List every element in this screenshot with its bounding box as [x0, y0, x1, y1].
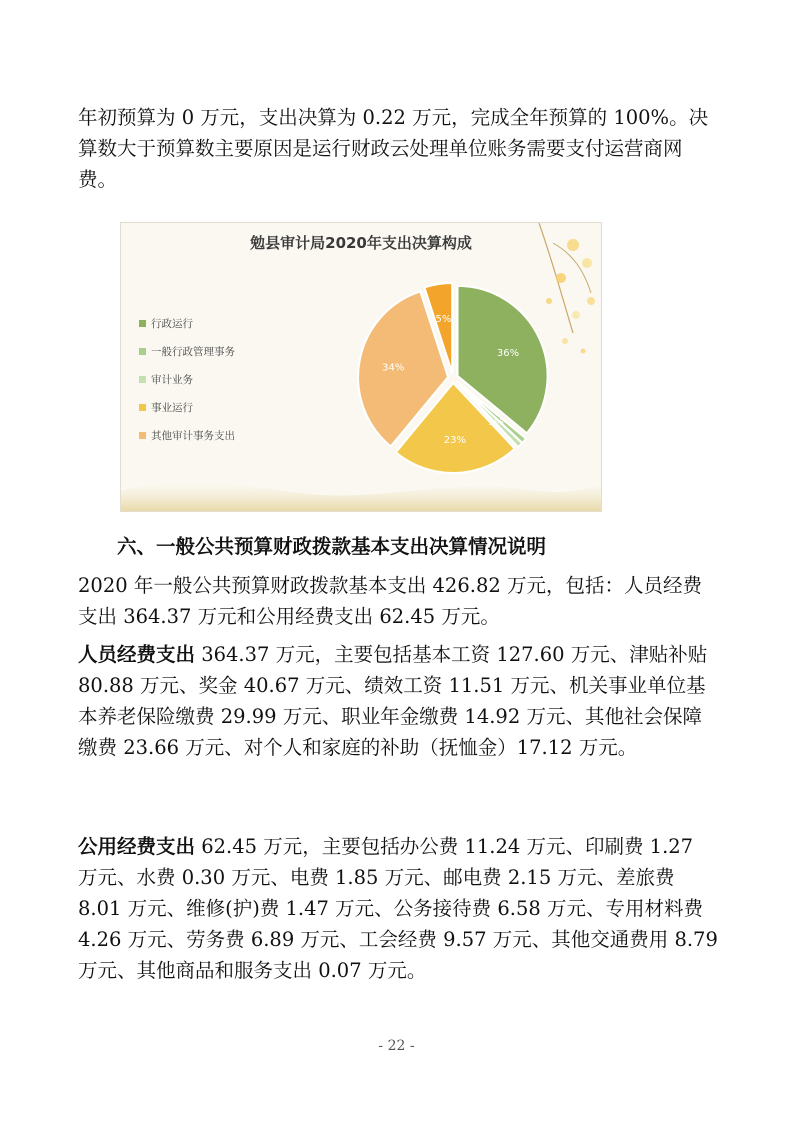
decorative-bottom-wash [121, 482, 601, 511]
paragraph-public-expenditure [78, 831, 718, 986]
public-expenditure-text: 62.45 万元，主要包括办公费 11.24 万元、印刷费 1.27 万元、水费 0.30 万元、电费 1.85 万元、邮电费 2.15 万元、差旅费 8.01 万元、维修(护)费 1.47 万元、公务接待费 6.58 万元、专用材料费 4.26 万元、劳务费 6.89 万元、工会经费 9.57 万元、其他交通费用 8.79 万元、其他商品和服务支出 0.07 万元。 [78, 835, 718, 982]
legend-swatch [139, 432, 146, 439]
legend-label: 一般行政管理事务 [151, 346, 235, 358]
legend-label: 其他审计事务支出 [151, 430, 235, 442]
personnel-expenditure-text: 364.37 万元，主要包括基本工资 127.60 万元、津贴补贴 80.88 万元、奖金 40.67 万元、绩效工资 11.51 万元、机关事业单位基本养老保险缴费 29.99 万元、职业年金缴费 14.92 万元、其他社会保障缴费 23.66 万元、对个人和家庭的补助（抚恤金）17.12 万元。 [78, 643, 708, 759]
page-number: - 22 - [378, 1038, 415, 1054]
legend-swatch [139, 320, 146, 327]
legend-item [139, 345, 235, 358]
legend-label: 事业运行 [151, 402, 193, 414]
section-heading: 六、一般公共预算财政拨款基本支出决算情况说明 [117, 535, 547, 558]
legend-item [139, 317, 193, 330]
pie-slice-label: 34% [382, 362, 405, 374]
paragraph-budget-note: 年初预算为 0 万元，支出决算为 0.22 万元，完成全年预算的 100%。决算数大于预算数主要原因是运行财政云处理单位账务需要支付运营商网费。 [78, 106, 709, 191]
paragraph-basic-expenditure: 2020 年一般公共预算财政拨款基本支出 426.82 万元，包括：人员经费支出 364.37 万元和公用经费支出 62.45 万元。 [78, 574, 702, 628]
decorative-flowers-icon [539, 223, 595, 354]
pie-chart [121, 223, 601, 511]
legend-item [139, 429, 235, 442]
pie-slice-label: 5% [435, 313, 452, 325]
chart-legend [139, 317, 235, 442]
legend-swatch [139, 376, 146, 383]
pie-slice-label: 1% [488, 416, 504, 428]
legend-item [139, 401, 193, 414]
legend-swatch [139, 404, 146, 411]
legend-item [139, 373, 193, 386]
legend-label: 审计业务 [151, 374, 193, 386]
legend-label: 行政运行 [151, 318, 193, 330]
chart-title: 勉县审计局2020年支出决算构成 [250, 234, 472, 252]
legend-swatch [139, 348, 146, 355]
pie-slice-label: 23% [443, 434, 467, 446]
personnel-expenditure-label: 人员经费支出 [78, 643, 196, 666]
pie-slice-label: 36% [496, 348, 520, 360]
paragraph-personnel-expenditure [78, 639, 718, 763]
pie-chart-panel [120, 222, 602, 512]
public-expenditure-label: 公用经费支出 [78, 835, 196, 858]
